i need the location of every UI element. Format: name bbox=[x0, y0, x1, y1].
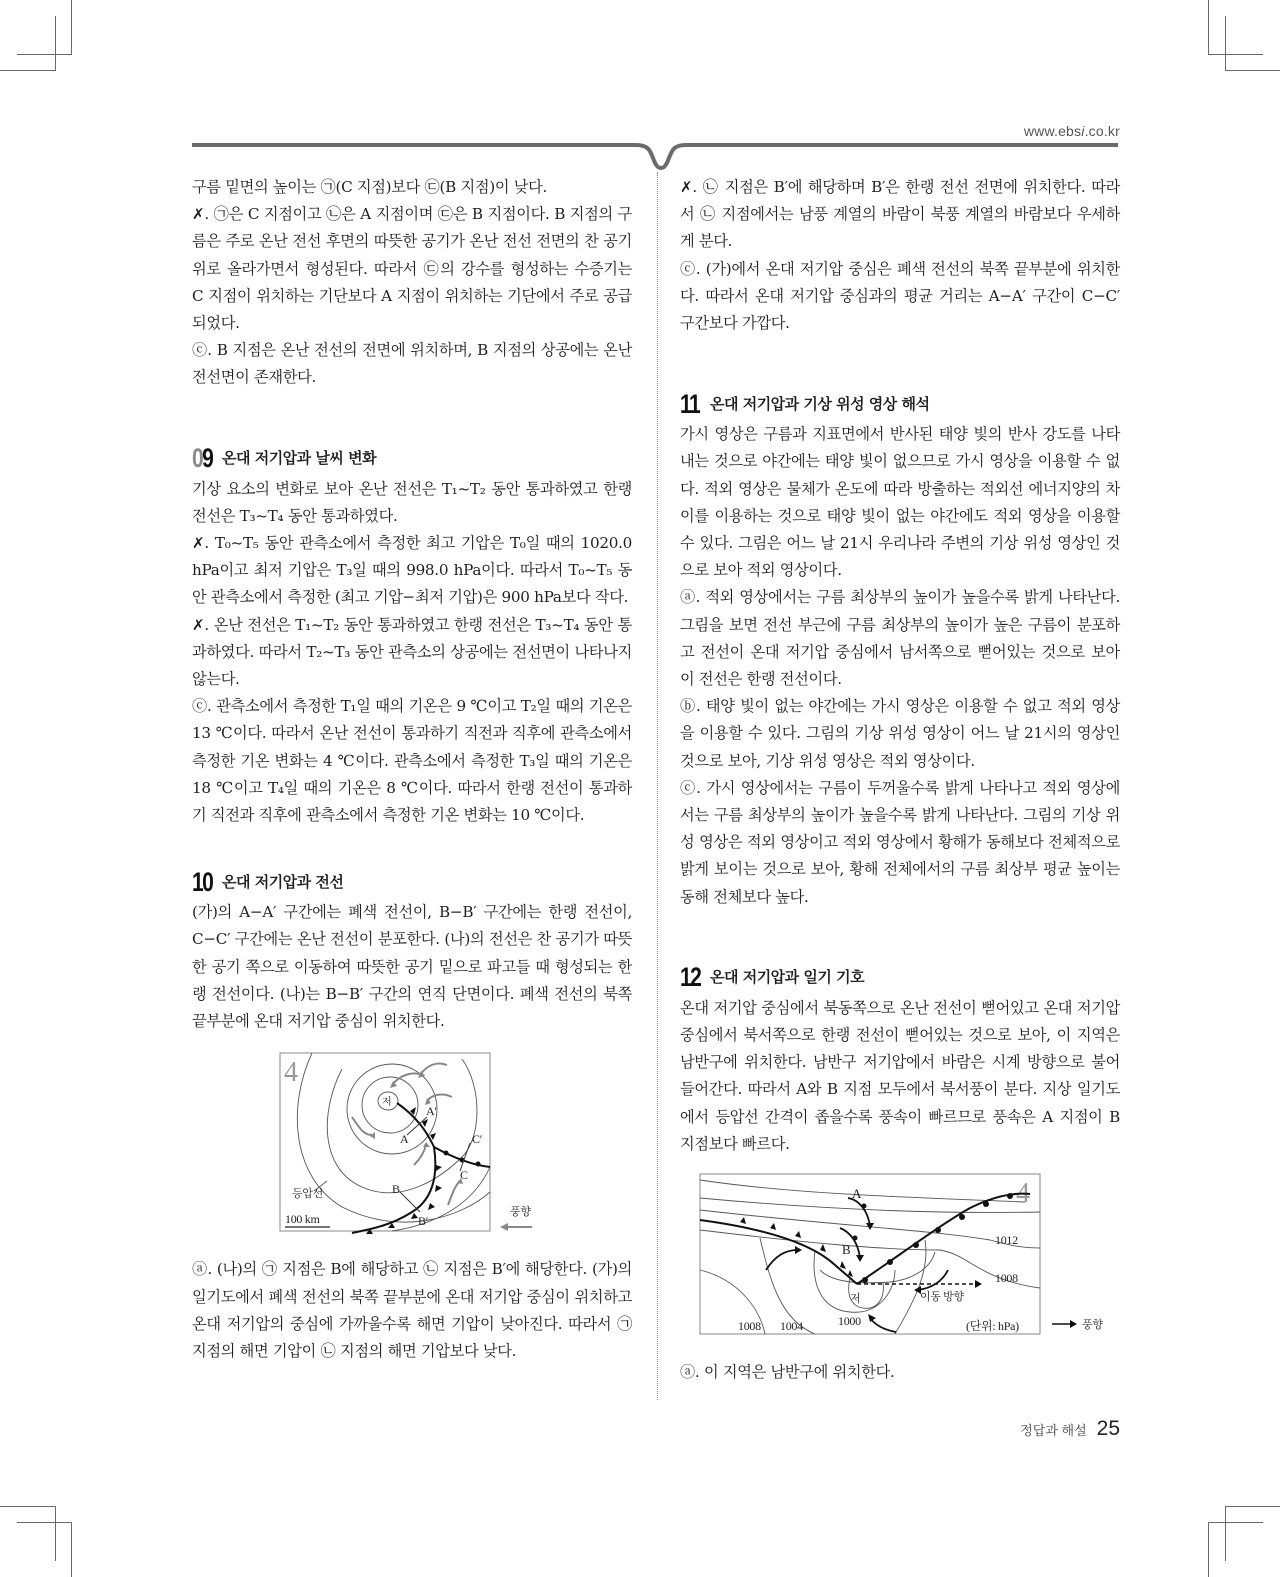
crop-mark-tl-h1 bbox=[0, 70, 55, 71]
paragraph: ✗. ㉠은 C 지점이고 ㉡은 A 지점이며 ㉢은 B 지점이다. B 지점의 구름은 주로 온난 전선 후면의 따뜻한 공기가 온난 전선 전면의 찬 공기 위로 올라가면서 형성된다. 따라서 ㉢의 강수를 형성하는 수증기는 C 지점이 위치하는 기단보다 A 지점이 위치하는 기단에서 주로 공급되었다. bbox=[192, 205, 632, 333]
point-c-prime: C′ bbox=[472, 1132, 483, 1147]
paragraph: ✗. 온난 전선은 T₁~T₂ 동안 통과하였고 한랭 전선은 T₃~T₄ 동안 통과하였다. 따라서 T₂~T₃ 동안 관측소의 상공에는 전선면이 나타나지 않는다. bbox=[192, 615, 632, 689]
crop-mark-tl-v2 bbox=[71, 0, 72, 55]
footer-label: 정답과 해설 bbox=[1020, 1423, 1087, 1438]
scale-label: 100 km bbox=[285, 1212, 320, 1227]
weather-map-figure-a bbox=[192, 1047, 632, 1246]
section-number: 11 bbox=[680, 388, 700, 419]
crop-mark-bl-h1 bbox=[0, 1506, 55, 1507]
isobar-1008-left: 1008 bbox=[738, 1319, 761, 1334]
paragraph: 기상 요소의 변화로 보아 온난 전선은 T₁~T₂ 동안 통과하였고 한랭 전선은 T₃~T₄ 동안 통과하였다. bbox=[192, 479, 632, 525]
paragraph: (가)의 A−A′ 구간에는 폐색 전선이, B−B′ 구간에는 한랭 전선이, C−C′ 구간에는 온난 전선이 분포한다. (나)의 전선은 찬 공기가 따뜻한 공기 쪽으로 이동하여 따뜻한 공기 밑으로 파고들 때 형성되는 한랭 전선이다. (나)는 B−B′ 구간의 연직 단면이다. 폐색 전선의 북쪽 끝부분에 온대 저기압 중심이 위치한다. bbox=[192, 903, 632, 1031]
isobar-1008-right: 1008 bbox=[995, 1271, 1018, 1286]
point-c: C bbox=[460, 1168, 468, 1183]
paragraph: ⓐ. (나)의 ㉠ 지점은 B에 해당하고 ㉡ 지점은 B′에 해당한다. (가)의 일기도에서 폐색 전선의 북쪽 끝부분에 온대 저기압 중심이 위치하고 온대 저기압의 중심에 가까울수록 해면 기압이 낮아진다. 따라서 ㉠ 지점의 해면 기압이 ㉡ 지점의 해면 기압보다 낮다. bbox=[192, 1260, 632, 1361]
wind-direction-label: 풍향 bbox=[510, 1206, 531, 1219]
crop-mark-tr-v2 bbox=[1208, 0, 1209, 55]
crop-mark-br-v2 bbox=[1208, 1522, 1209, 1577]
left-column bbox=[192, 174, 632, 1365]
crop-mark-bl-v1 bbox=[55, 1506, 56, 1561]
section-10-heading bbox=[192, 867, 632, 897]
isobar-label: 등압선 bbox=[292, 1188, 323, 1201]
column-divider bbox=[657, 172, 658, 1400]
paragraph: ⓒ. (가)에서 온대 저기압 중심은 폐색 전선의 북쪽 끝부분에 위치한다. 따라서 온대 저기압 중심과의 평균 거리는 A−A′ 구간이 C−C′ 구간보다 가깝다. bbox=[680, 259, 1120, 333]
paragraph: 온대 저기압 중심에서 북동쪽으로 온난 전선이 뻗어있고 온대 저기압 중심에서 북서쪽으로 한랭 전선이 뻗어있는 것으로 보아, 이 지역은 남반구에 위치한다. 남반구 저기압에서 바람은 시계 방향으로 불어 들어간다. 따라서 A와 B 지점 모두에서 북서풍이 분다. 지상 일기도에서 등압선 간격이 좁을수록 풍속이 빠르므로 풍속은 A 지점이 B 지점보다 빠르다. bbox=[680, 998, 1120, 1153]
point-a-prime: A′ bbox=[426, 1104, 437, 1119]
crop-mark-br-h1 bbox=[1225, 1506, 1280, 1507]
point-a: A bbox=[852, 1186, 862, 1202]
page-number: 25 bbox=[1096, 1417, 1120, 1440]
section-title: 온대 저기압과 일기 기호 bbox=[710, 968, 865, 987]
paragraph: ⓒ. B 지점은 온난 전선의 전면에 위치하며, B 지점의 상공에는 온난 전선면이 존재한다. bbox=[192, 341, 632, 387]
right-column bbox=[680, 174, 1120, 1387]
crop-mark-tr-h1 bbox=[1225, 70, 1280, 71]
point-b-prime: B′ bbox=[418, 1214, 429, 1229]
site-url[interactable]: www.ebsi.co.kr bbox=[1023, 123, 1120, 139]
section-11-heading bbox=[680, 389, 1120, 419]
isobar-1012: 1012 bbox=[995, 1233, 1018, 1248]
point-b: B bbox=[842, 1242, 851, 1258]
paragraph: ✗. T₀~T₅ 동안 관측소에서 측정한 최고 기압은 T₀일 때의 1020.0 hPa이고 최저 기압은 T₃일 때의 998.0 hPa이다. 따라서 T₀~T₅ 동안 관측소에서 측정한 (최고 기압−최저 기압)은 900 hPa보다 작다. bbox=[192, 534, 632, 607]
crop-mark-br-h2 bbox=[1208, 1522, 1263, 1523]
crop-mark-bl-h2 bbox=[17, 1522, 72, 1523]
paragraph: ⓐ. 이 지역은 남반구에 위치한다. bbox=[680, 1363, 895, 1382]
crop-mark-tl-v1 bbox=[55, 16, 56, 71]
point-b: B bbox=[392, 1182, 400, 1197]
corner-mark: 4 bbox=[284, 1057, 298, 1089]
header-divider bbox=[0, 0, 1280, 200]
paragraph: ⓑ. 태양 빛이 없는 야간에는 가시 영상은 이용할 수 없고 적외 영상을 이용할 수 있다. 그림의 기상 위성 영상이 어느 날 21시의 영상인 것으로 보아, 기상 위성 영상은 적외 영상이다. bbox=[680, 697, 1120, 770]
section-number: 10 bbox=[192, 866, 213, 897]
paragraph: ⓒ. 관측소에서 측정한 T₁일 때의 기온은 9 ℃이고 T₂일 때의 기온은 13 ℃이다. 따라서 온난 전선이 통과하기 직전과 직후에 관측소에서 측정한 기온 변화는 4 ℃이다. 관측소에서 측정한 T₃일 때의 기온은 18 ℃이고 T₄일 때의 기온은 8 ℃이다. 따라서 한랭 전선이 통과하기 직전과 직후에 관측소에서 측정한 기온 변화는 10 ℃이다. bbox=[192, 697, 632, 825]
section-number: 09 bbox=[192, 443, 213, 474]
section-09-heading bbox=[192, 444, 632, 474]
crop-mark-bl-v2 bbox=[71, 1522, 72, 1577]
paragraph: ⓒ. 가시 영상에서는 구름이 두꺼울수록 밝게 나타나고 적외 영상에서는 구름 최상부의 높이가 높을수록 밝게 나타난다. 그림의 기상 위성 영상은 적외 영상이고 적외 영상에서 황해가 동해보다 전체적으로 밝게 보이는 것으로 보아, 황해 전체에서의 구름 최상부 평균 높이는 동해 전체보다 높다. bbox=[680, 778, 1120, 906]
paragraph: 구름 밑면의 높이는 ㉠(C 지점)보다 ㉢(B 지점)이 낮다. bbox=[192, 178, 547, 196]
section-title: 온대 저기압과 전선 bbox=[222, 872, 344, 891]
paragraph: ✗. ㉡ 지점은 B′에 해당하며 B′은 한랭 전선 전면에 위치한다. 따라서 ㉡ 지점에서는 남풍 계열의 바람이 북풍 계열의 바람보다 우세하게 분다. bbox=[680, 178, 1120, 251]
isobar-1004: 1004 bbox=[780, 1319, 803, 1334]
corner-mark: 4 bbox=[1016, 1178, 1030, 1210]
section-number: 12 bbox=[680, 962, 701, 993]
crop-mark-tr-h2 bbox=[1208, 54, 1263, 55]
point-a: A bbox=[400, 1132, 409, 1147]
paragraph: 가시 영상은 구름과 지표면에서 반사된 태양 빛의 반사 강도를 나타내는 것으로 야간에는 태양 빛이 없으므로 가시 영상을 이용할 수 없다. 적외 영상은 물체가 온도에 따라 방출하는 적외선 에너지양의 차이를 이용하는 것으로 태양 빛이 없는 야간에도 적외 영상을 이용할 수 있다. 그림은 어느 날 21시 우리나라 주변의 기상 위성 영상인 것으로 보아 적외 영상이다. bbox=[680, 425, 1120, 580]
low-label: 저 bbox=[850, 1293, 861, 1306]
crop-mark-br-v1 bbox=[1225, 1506, 1226, 1561]
section-12-heading bbox=[680, 963, 1120, 993]
section-title: 온대 저기압과 날씨 변화 bbox=[222, 449, 377, 468]
isobar-1000: 1000 bbox=[838, 1314, 861, 1329]
low-label: 저 bbox=[382, 1097, 392, 1109]
weather-map-figure-b bbox=[680, 1170, 1120, 1349]
crop-mark-tl-h2 bbox=[17, 54, 72, 55]
move-direction-label: 이동 방향 bbox=[920, 1291, 964, 1304]
wind-direction-label: 풍향 bbox=[1082, 1319, 1103, 1332]
section-title: 온대 저기압과 기상 위성 영상 해석 bbox=[710, 394, 930, 413]
paragraph: ⓐ. 적외 영상에서는 구름 최상부의 높이가 높을수록 밝게 나타난다. 그림을 보면 전선 부근에 구름 최상부의 높이가 높은 구름이 분포하고 전선이 온대 저기압 중심에서 남서쪽으로 뻗어있는 것으로 보아 이 전선은 한랭 전선이다. bbox=[680, 588, 1120, 689]
crop-mark-tr-v1 bbox=[1225, 16, 1226, 71]
unit-label: (단위: hPa) bbox=[966, 1319, 1019, 1334]
page-footer bbox=[1020, 1417, 1120, 1441]
